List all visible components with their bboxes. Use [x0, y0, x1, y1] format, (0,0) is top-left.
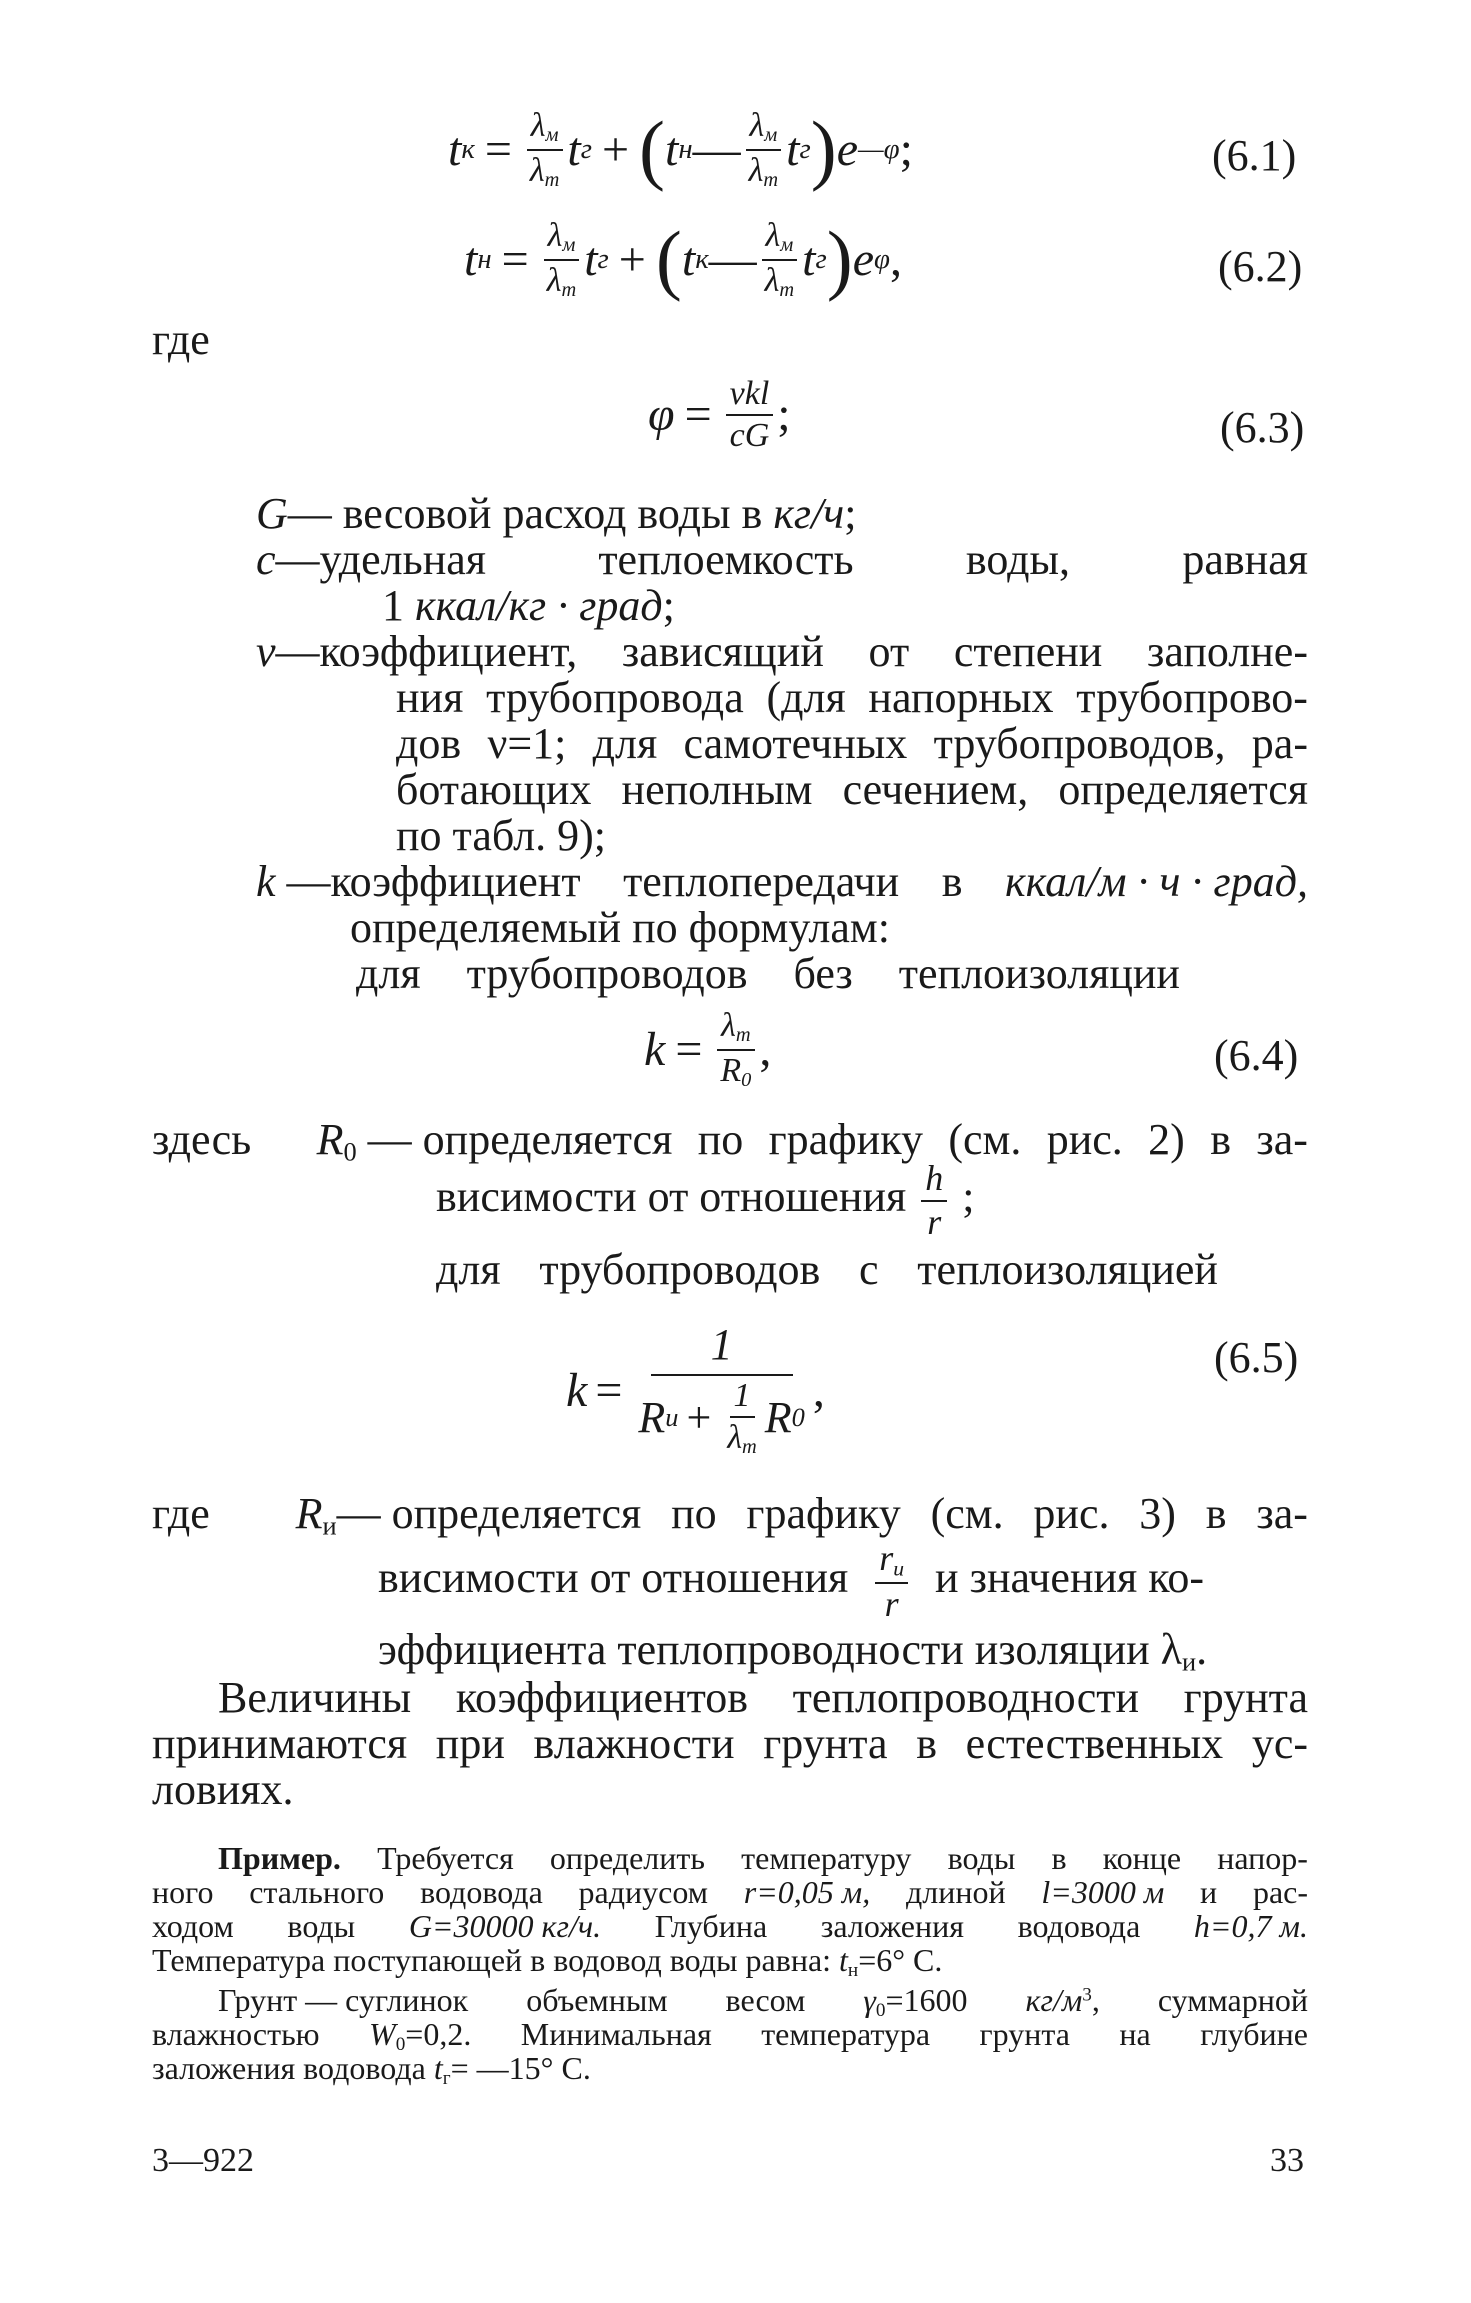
where-Ri-line3: эффициента теплопроводности изоляции $\lambda_и$. [378, 1625, 1208, 1677]
example-line1: Пример. Требуется определить температуру воды в конце напор- [218, 1840, 1308, 1876]
equation-6-1: t к = $\frac{\lambda_м}{\lambda_т}$ t г + ( t н — $\frac{\lambda_м}{\lambda_т}$ t г ) e —φ ; [448, 105, 913, 193]
example-line5: Грунт — суглинок объемным весом $\gamma_0=1600$ $кг/м^3$, суммарной [218, 1982, 1308, 2021]
definition-c-line2: 1 ккал/кг · град; [382, 581, 675, 630]
definition-k-line1: k —коэффициент теплопередачи в ккал/м · ч · град, [256, 857, 1308, 906]
paragraph-line2: принимаются при влажности грунта в естественных ус- [152, 1719, 1308, 1768]
equation-number-6-5: (6.5) [1214, 1333, 1299, 1382]
where-Ri-line1: где $R_и—$ определяется по графику (см. рис. 3) в за- [152, 1489, 1308, 1541]
equation-6-5: k = 1 R и + $\frac{1}{\lambda_т}$ R 0 , [566, 1320, 825, 1458]
paragraph-line3: ловиях. [152, 1765, 294, 1814]
example-line4: Температура поступающей в водовод воды равна: $t_н=6^\circ$ С. [152, 1942, 943, 1981]
equation-number-6-1: (6.1) [1212, 131, 1297, 180]
page-number: 33 [1270, 2142, 1304, 2179]
equation-6-2: t н = $\frac{\lambda_м}{\lambda_т}$ t г + ( t к — $\frac{\lambda_м}{\lambda_т}$ t г ) e φ , [464, 215, 902, 303]
equation-number-6-3: (6.3) [1220, 403, 1305, 452]
equation-number-6-4: (6.4) [1214, 1031, 1299, 1080]
definition-k-line2: определяемый по формулам: [350, 903, 890, 952]
definition-k-line3: для трубопроводов без теплоизоляции [356, 949, 1180, 998]
here-R0-line3: для трубопроводов с теплоизоляцией [436, 1245, 1218, 1294]
definition-nu-line3: дов ν=1; для самотечных трубопроводов, ра- [396, 719, 1308, 768]
where-label: где [152, 315, 210, 364]
example-line3: ходом воды G=30000 кг/ч. Глубина заложения водовода h=0,7 м. [152, 1908, 1308, 1944]
definition-nu-line5: по табл. 9); [396, 811, 606, 860]
equation-6-3: φ = $\frac{\text{νkl}}{cG}$ ; [648, 375, 791, 454]
printing-signature: 3—922 [152, 2142, 254, 2179]
definition-nu-line2: ния трубопровода (для напорных трубопрово- [396, 673, 1308, 722]
equation-6-4: k = $\frac{\lambda_т}{R_0}$ , [644, 1007, 772, 1091]
definition-nu-line1: ν—коэффициент, зависящий от степени заполне- [256, 627, 1308, 676]
where-Ri-line2: висимости от отношения $\frac{r_и}{r}$ и значения ко- [378, 1538, 1205, 1625]
example-line6: влажностью $W_0=0,2$. Минимальная температура грунта на глубине [152, 2016, 1308, 2055]
example-line7: заложения водовода $t_г=$ —15° С. [152, 2050, 591, 2089]
definition-G: G— весовой расход воды в кг/ч; [256, 489, 857, 538]
definition-nu-line4: ботающих неполным сечением, определяется [396, 765, 1308, 814]
definition-c-line1: c—удельная теплоемкость воды, равная [256, 535, 1308, 584]
here-R0-line1: здесь $R_0$ — определяется по графику (см. рис. 2) в за- [152, 1115, 1308, 1167]
example-line2: ного стального водовода радиусом r=0,05 м, длиной l=3000 м и рас- [152, 1874, 1308, 1910]
paragraph-line1: Величины коэффициентов теплопроводности грунта [218, 1673, 1308, 1722]
equation-number-6-2: (6.2) [1218, 242, 1303, 291]
here-R0-line2: висимости от отношения $\frac{h}{r}$ ; [436, 1158, 975, 1242]
